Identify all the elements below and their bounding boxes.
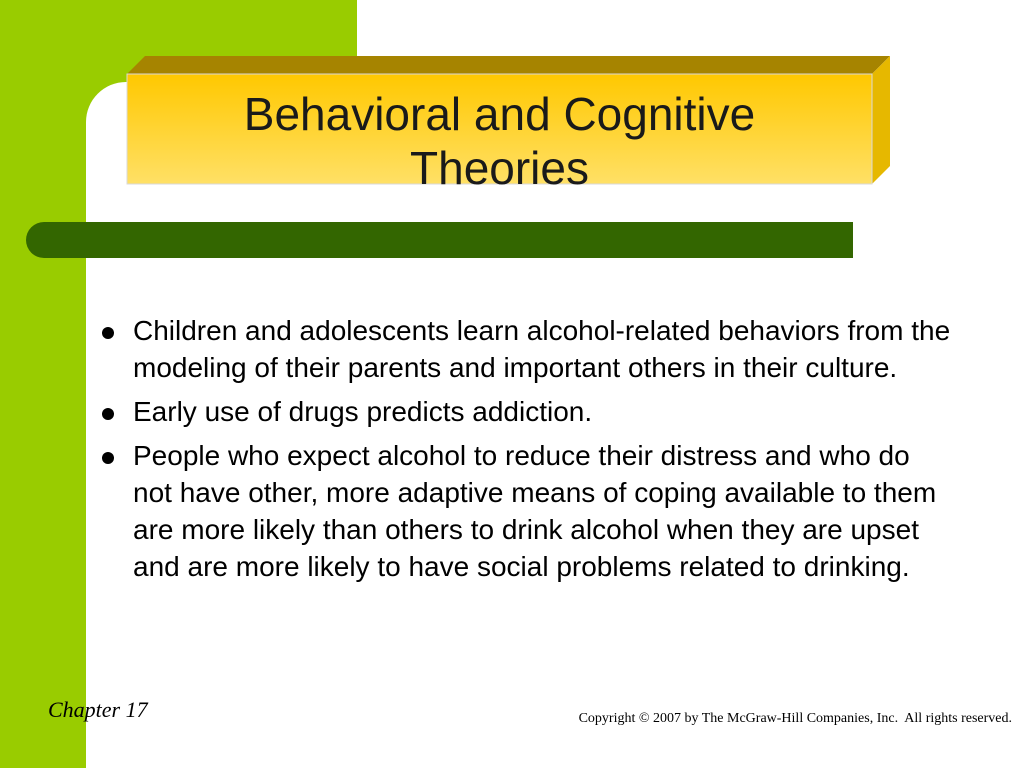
bullet-dot-icon [102,408,114,420]
footer-chapter-label: Chapter 17 [48,697,148,722]
title-box-side-bevel [872,56,890,184]
slide-title-line-1: Behavioral and Cognitive [243,88,756,140]
bullet-dot-icon [102,452,114,464]
divider-bar [26,222,853,258]
bullet-item [96,393,956,430]
slide-title-line-2: Theories [410,142,589,194]
bullet-text: Children and adolescents learn alcohol-related behaviors from the modeling of their parents and important others in their culture. [133,315,951,383]
bullet-list [96,312,956,592]
footer-copyright: Copyright © 2007 by The McGraw-Hill Companies, Inc. All rights reserved. [578,711,1012,726]
bullet-dot-icon [102,327,114,339]
slide-title [127,82,872,200]
bullet-text: Early use of drugs predicts addiction. [133,396,593,427]
bullet-item [96,312,956,386]
bullet-item [96,437,956,585]
title-box-top-bevel [127,56,890,74]
bullet-text: People who expect alcohol to reduce their distress and who do not have other, more adaptive means of coping available to them are more likely than others to drink alcohol when they are upset and are more likely to have social problems related to drinking. [133,440,937,582]
